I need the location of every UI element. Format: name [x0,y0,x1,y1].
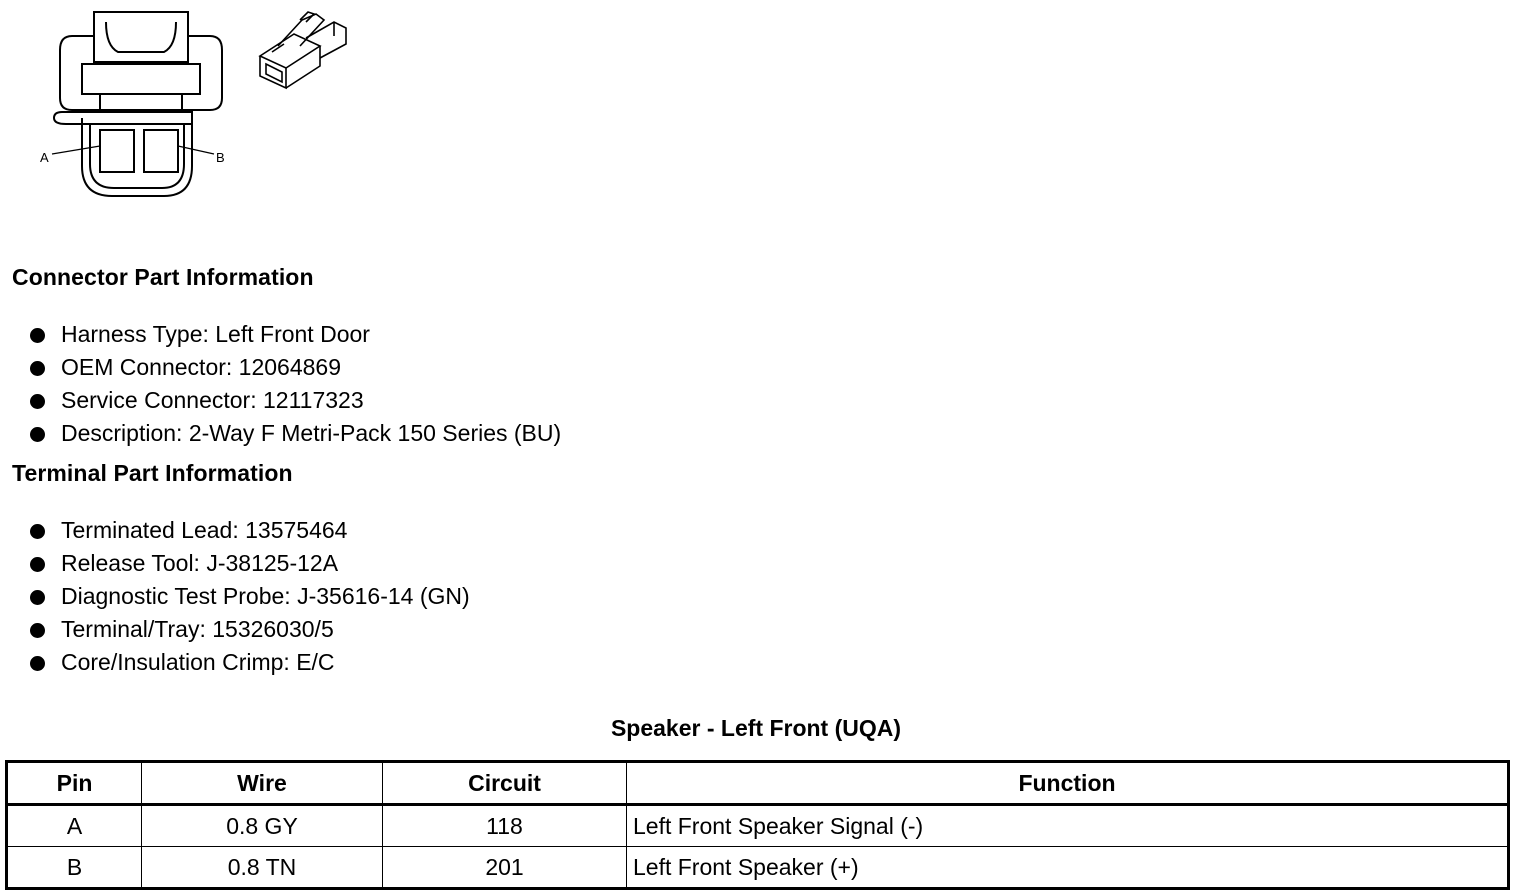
table-header-row [7,762,1509,805]
list-item: OEM Connector: 12064869 [28,351,561,384]
cell-function: Left Front Speaker (+) [627,847,1509,889]
list-item: Harness Type: Left Front Door [28,318,561,351]
bullet-icon [30,590,45,605]
bullet-icon [30,524,45,539]
table-row [7,805,1509,847]
bullet-icon [30,361,45,376]
cell-circuit: 118 [383,805,627,847]
bullet-icon [30,328,45,343]
table-title: Speaker - Left Front (UQA) [610,715,902,741]
cell-circuit: 201 [383,847,627,889]
cell-wire: 0.8 GY [142,805,383,847]
list-item: Core/Insulation Crimp: E/C [28,646,470,679]
header-wire: Wire [142,762,383,805]
list-item: Service Connector: 12117323 [28,384,561,417]
terminal-part-list [28,514,470,679]
header-function: Function [627,762,1509,805]
list-item: Description: 2-Way F Metri-Pack 150 Series (BU) [28,417,561,450]
pin-label-b: B [216,150,225,165]
cell-pin: A [7,805,142,847]
bullet-icon [30,557,45,572]
pin-label-a: A [40,150,49,165]
list-item: Terminal/Tray: 15326030/5 [28,613,470,646]
list-item: Release Tool: J-38125-12A [28,547,470,580]
pinout-table [5,760,1510,890]
table-row [7,847,1509,889]
bullet-icon [30,394,45,409]
list-item: Terminated Lead: 13575464 [28,514,470,547]
cell-pin: B [7,847,142,889]
list-item: Diagnostic Test Probe: J-35616-14 (GN) [28,580,470,613]
bullet-icon [30,623,45,638]
connector-part-heading: Connector Part Information [12,264,314,290]
header-circuit: Circuit [383,762,627,805]
bullet-icon [30,656,45,671]
connector-isometric-diagram [254,6,350,92]
connector-part-list [28,318,561,450]
connector-face-diagram [36,6,236,202]
header-pin: Pin [7,762,142,805]
cell-function: Left Front Speaker Signal (-) [627,805,1509,847]
bullet-icon [30,427,45,442]
cell-wire: 0.8 TN [142,847,383,889]
terminal-part-heading: Terminal Part Information [12,460,293,486]
